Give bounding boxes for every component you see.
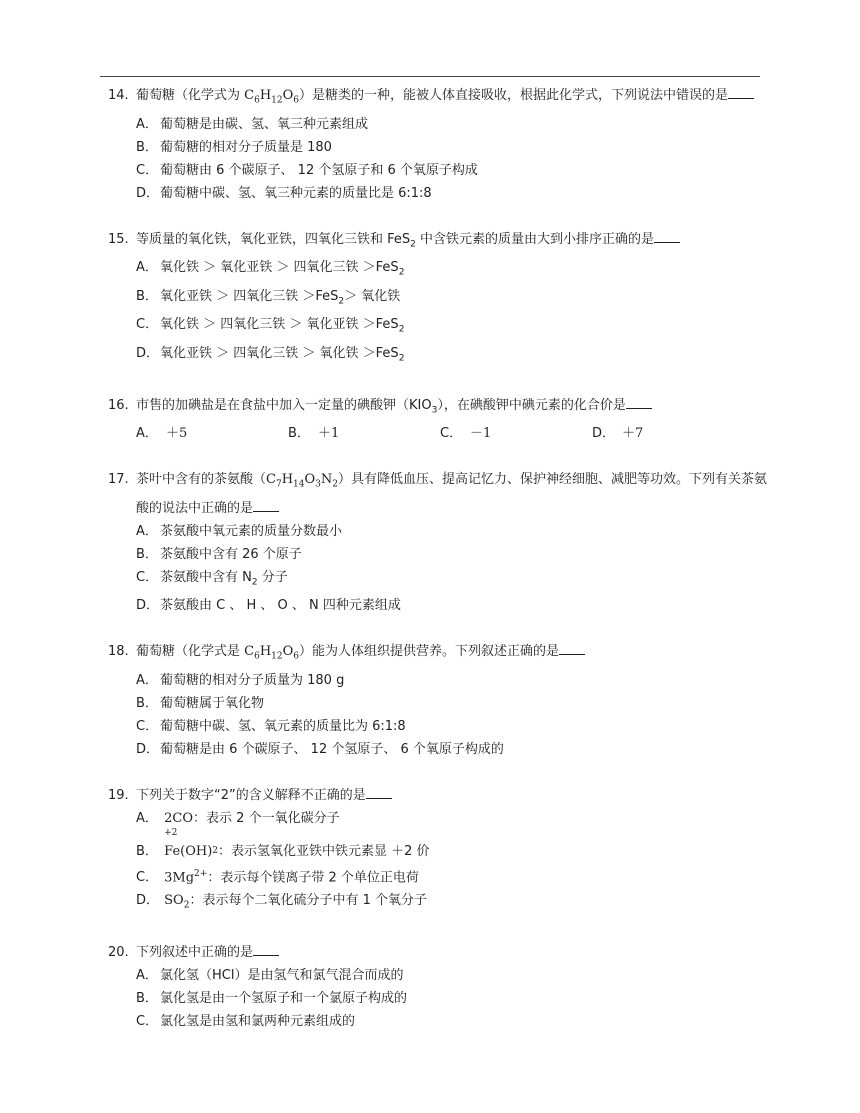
option-d[interactable]: D．葡萄糖中碳、氢、氧三种元素的质量比是 6:1:8	[136, 185, 432, 201]
option-a[interactable]: A． 葡萄糖的相对分子质量为 180 g	[136, 672, 345, 688]
option-c[interactable]: C． 葡萄糖中碳、氢、氧元素的质量比为 6:1:8	[136, 718, 406, 734]
option-b[interactable]: B． 葡萄糖的相对分子质量是 180	[136, 139, 332, 155]
valence-mark: +2	[164, 827, 178, 838]
option-d[interactable]: D．氧化亚铁 ＞ 四氧化三铁 ＞ 氧化铁 ＞FeS$_2$	[136, 345, 405, 364]
option-d[interactable]: D． ＋7	[592, 426, 644, 442]
option-a[interactable]: A． ＋5	[136, 426, 188, 442]
question-stem: 葡萄糖（化学式是 $C_6H_{12}O_6$）能为人体组织提供营养。下列叙述正确的是	[136, 640, 768, 669]
option-a[interactable]: A． 2CO：表示 2 个一氧化碳分子	[136, 810, 340, 826]
answer-blank[interactable]	[728, 85, 754, 99]
option-a[interactable]: A． 氧化铁 ＞ 氧化亚铁 ＞ 四氧化三铁 ＞FeS$_2$	[136, 260, 405, 278]
option-a[interactable]: A． 氯化氢（HCl）是由氢气和氯气混合而成的	[136, 967, 404, 983]
question-stem: 下列叙述中正确的是	[136, 941, 768, 964]
question-16	[108, 394, 768, 446]
question-17	[108, 468, 768, 617]
question-number: 18.	[108, 644, 129, 660]
option-d[interactable]: D．葡萄糖是由 6 个碳原子、 12 个氢原子、 6 个氧原子构成的	[136, 741, 504, 757]
question-stem: 市售的加碘盐是在食盐中加入一定量的碘酸钾$(KIO_3)$，在碘酸钾中碘元素的化合价是	[136, 394, 768, 423]
question-stem: 下列关于数字“2”的含义解释不正确的是	[136, 784, 768, 807]
option-a[interactable]: A． 茶氨酸中氧元素的质量分数最小	[136, 523, 343, 539]
option-c[interactable]: C． －1	[440, 426, 492, 442]
answer-blank[interactable]	[559, 641, 585, 655]
question-18	[108, 640, 768, 761]
question-number: 19.	[108, 787, 129, 803]
answer-blank[interactable]	[253, 942, 279, 956]
formula-glucose: $C_6H_{12}O_6$	[244, 644, 300, 662]
option-b[interactable]: B． 茶氨酸中含有 26 个原子	[136, 546, 302, 562]
question-14	[108, 84, 768, 205]
option-d[interactable]: D．茶氨酸由 C 、 H 、 O 、 N 四种元素组成	[136, 598, 401, 614]
question-number: 16.	[108, 397, 129, 413]
formula-theanine: $C_7H_{14}O_3N_2$	[266, 472, 339, 490]
option-d[interactable]: D． $SO_2$：表示每个二氧化硫分子中有 1 个氧分子	[136, 892, 427, 911]
top-divider	[100, 76, 760, 77]
option-c[interactable]: C． 葡萄糖由 6 个碳原子、 12 个氢原子和 6 个氧原子构成	[136, 162, 478, 178]
question-stem: 等质量的氧化铁，氧化亚铁，四氧化三铁和 FeS$_2$ 中含铁元素的质量由大到小排序正确的是	[136, 228, 768, 257]
option-c[interactable]: C． 氯化氢是由氢和氯两种元素组成的	[136, 1013, 356, 1029]
formula-glucose: $C_6H_{12}O_6$	[244, 88, 300, 106]
question-stem: 葡萄糖（化学式为 $C_6H_{12}O_6$）是糖类的一种，能被人体直接吸收，根据此化学式，下列说法中错误的是	[136, 84, 768, 113]
question-number: 20.	[108, 944, 129, 960]
question-15	[108, 228, 768, 371]
option-b[interactable]: B． 氯化氢是由一个氢原子和一个氯原子构成的	[136, 990, 408, 1006]
option-b[interactable]: B． +2 Fe(OH) 2 ：表示氢氧化亚铁中铁元素显 ＋2 价	[136, 827, 430, 859]
option-c[interactable]: C． $3Mg^{2+}$：表示每个镁离子带 2 个单位正电荷	[136, 868, 419, 886]
answer-blank[interactable]	[654, 229, 680, 243]
answer-blank[interactable]	[366, 785, 392, 799]
question-number: 15.	[108, 231, 129, 247]
option-c[interactable]: C． 氧化铁 ＞ 四氧化三铁 ＞ 氧化亚铁 ＞FeS$_2$	[136, 317, 405, 335]
option-b[interactable]: B． ＋1	[288, 426, 340, 442]
option-c[interactable]: C． 茶氨酸中含有 $N_2$ 分子	[136, 569, 288, 588]
option-a[interactable]: A． 葡萄糖是由碳、氢、氧三种元素组成	[136, 116, 369, 132]
question-20	[108, 941, 768, 1033]
question-number: 14.	[108, 88, 129, 103]
question-number: 17.	[108, 472, 129, 488]
option-b[interactable]: B． 葡萄糖属于氧化物	[136, 695, 265, 711]
question-19	[108, 784, 768, 918]
option-b[interactable]: B． 氧化亚铁 ＞ 四氧化三铁 ＞FeS$_2$＞ 氧化铁	[136, 288, 401, 307]
answer-blank[interactable]	[253, 498, 279, 512]
question-list	[108, 84, 768, 1033]
answer-blank[interactable]	[626, 395, 652, 409]
question-stem: 茶叶中含有的茶氨酸$(C_7H_{14}O_3N_2)$具有降低血压、提高记忆力、保护神经细胞、减肥等功效。下列有关茶氨酸的说法中正确的是	[136, 472, 768, 516]
options-row	[108, 422, 768, 445]
